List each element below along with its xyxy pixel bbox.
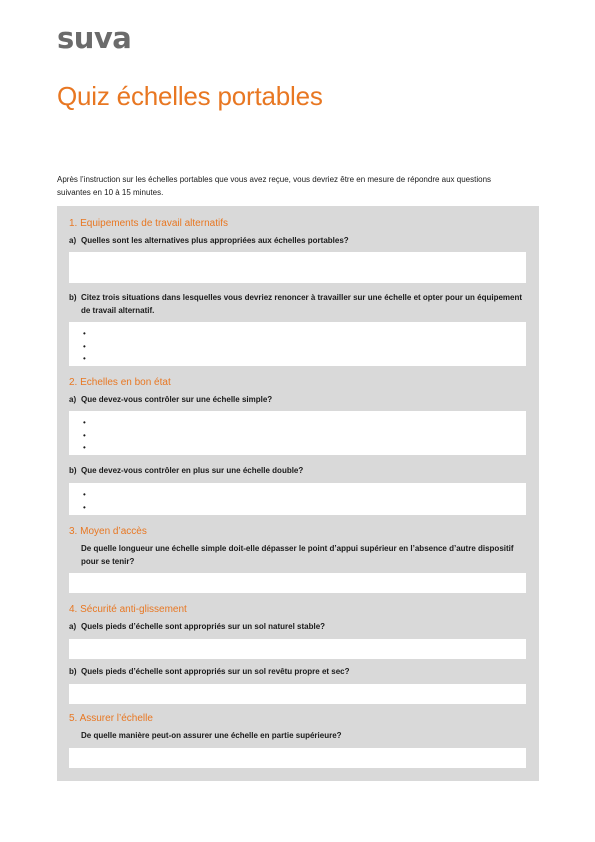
question-4a: [69, 620, 534, 633]
bullet-icon: •: [83, 329, 86, 338]
question-text: Que devez-vous contrôler sur une échelle simple?: [81, 395, 273, 404]
suva-logo: suva: [57, 21, 132, 55]
bullet-icon: •: [83, 418, 86, 427]
bullet-list: [83, 489, 86, 514]
page-title: Quiz échelles portables: [57, 81, 323, 111]
question-label: b): [69, 466, 77, 475]
question-4b: [69, 665, 534, 678]
question-3: De quelle longueur une échelle simple doit-elle dépasser le point d’appui supérieur en l’absence d’autre dispositif pour se tenir?: [81, 544, 514, 566]
question-text: Quelles sont les alternatives plus appropriées aux échelles portables?: [81, 236, 349, 245]
section-title-1: 1. Equipements de travail alternatifs: [69, 218, 228, 229]
question-label: a): [69, 622, 77, 631]
question-text: Citez trois situations dans lesquelles vous devriez renoncer à travailler sur une échelle et opter pour un équipement de travail alternatif.: [81, 293, 523, 315]
bullet-icon: •: [83, 354, 86, 363]
bullet-icon: •: [83, 430, 86, 440]
list-item[interactable]: [83, 442, 86, 455]
question-2b: [69, 464, 534, 477]
list-item[interactable]: [83, 430, 86, 443]
bullet-icon: •: [83, 341, 86, 351]
bullet-list: [83, 417, 86, 455]
bullet-icon: •: [83, 490, 86, 499]
list-item[interactable]: [83, 328, 86, 341]
answer-box-2b[interactable]: [69, 483, 526, 515]
answer-box-1b[interactable]: [69, 322, 526, 366]
question-label: b): [69, 293, 77, 302]
question-label: a): [69, 236, 77, 245]
question-label: b): [69, 667, 77, 676]
bullet-list: [83, 328, 86, 366]
list-item[interactable]: [83, 489, 86, 502]
intro-text: Après l’instruction sur les échelles portables que vous avez reçue, vous devriez être en mesure de répondre aux questions suivantes en 10 à 15 minutes.: [57, 175, 492, 197]
question-2a: [69, 393, 534, 406]
section-title-2: 2. Echelles en bon état: [69, 377, 171, 388]
answer-box-4a[interactable]: [69, 639, 526, 659]
question-text: Que devez-vous contrôler en plus sur une échelle double?: [81, 466, 304, 475]
list-item[interactable]: [83, 417, 86, 430]
bullet-icon: •: [83, 502, 86, 512]
question-5: De quelle manière peut-on assurer une échelle en partie supérieure?: [81, 731, 342, 740]
list-item[interactable]: [83, 353, 86, 366]
answer-box-1a[interactable]: [69, 252, 526, 283]
question-text: Quels pieds d’échelle sont appropriés sur un sol revêtu propre et sec?: [81, 667, 350, 676]
section-title-3: 3. Moyen d’accès: [69, 526, 147, 537]
list-item[interactable]: [83, 341, 86, 354]
section-title-5: 5. Assurer l’échelle: [69, 713, 153, 724]
answer-box-3[interactable]: [69, 573, 526, 593]
question-text: Quels pieds d’échelle sont appropriés sur un sol naturel stable?: [81, 622, 326, 631]
answer-box-4b[interactable]: [69, 684, 526, 704]
answer-box-2a[interactable]: [69, 411, 526, 455]
answer-box-5[interactable]: [69, 748, 526, 768]
quiz-panel: [57, 206, 539, 781]
bullet-icon: •: [83, 443, 86, 452]
question-label: a): [69, 395, 77, 404]
list-item[interactable]: [83, 502, 86, 515]
question-1b: [69, 291, 534, 317]
question-1a: [69, 234, 534, 247]
section-title-4: 4. Sécurité anti-glissement: [69, 604, 187, 615]
